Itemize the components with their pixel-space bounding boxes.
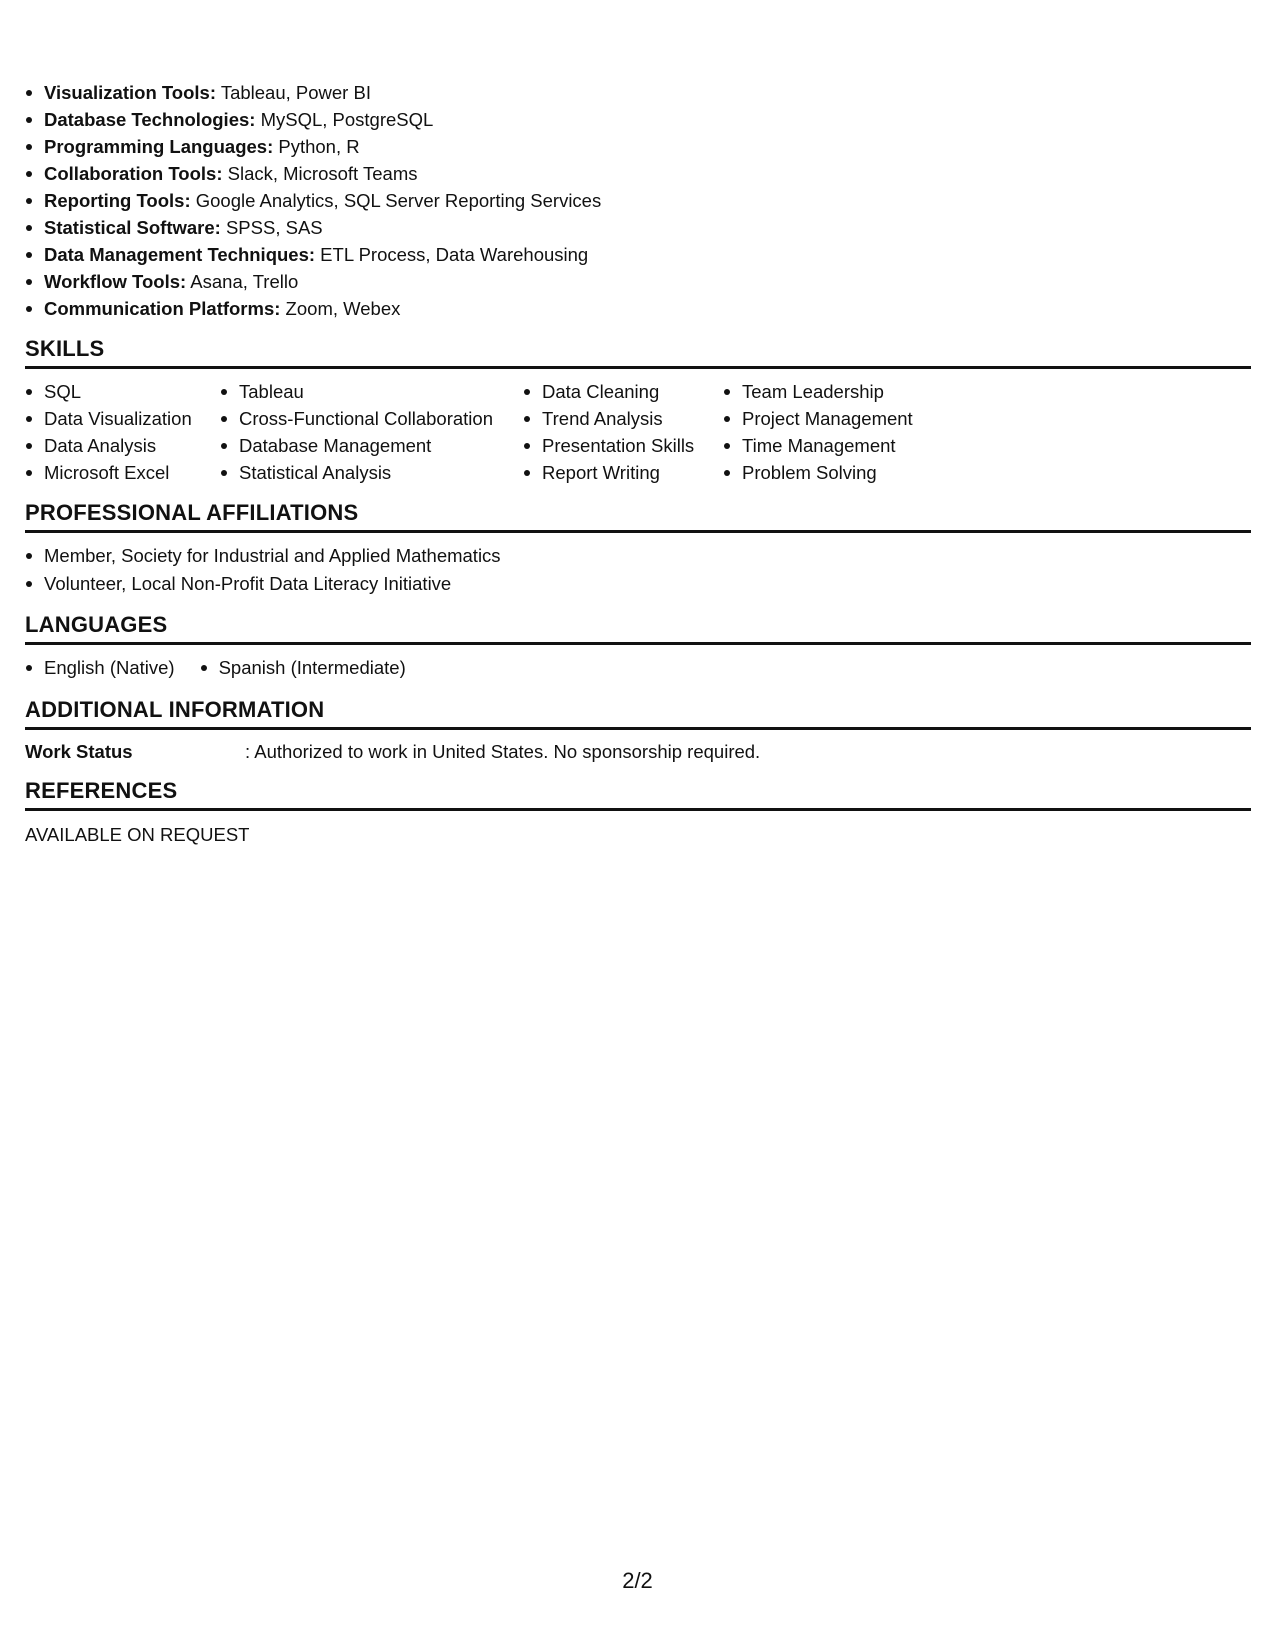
skill-item: Team Leadership	[723, 378, 943, 405]
list-item	[25, 133, 601, 160]
references-heading: REFERENCES	[25, 778, 1251, 811]
tool-values: ETL Process, Data Warehousing	[315, 244, 589, 265]
tool-category: Statistical Software:	[44, 217, 221, 238]
list-item	[25, 106, 601, 133]
work-status-value: : Authorized to work in United States. No sponsorship required.	[245, 741, 761, 762]
skill-item: Tableau	[220, 378, 523, 405]
list-item	[25, 214, 601, 241]
tool-values: SPSS, SAS	[220, 217, 323, 238]
skills-column	[723, 378, 943, 486]
tool-category: Programming Languages:	[44, 136, 274, 157]
page-number: 2/2	[622, 1568, 653, 1593]
skill-item: Problem Solving	[723, 459, 943, 486]
skill-item: Cross-Functional Collaboration	[220, 405, 523, 432]
additional-info-heading: ADDITIONAL INFORMATION	[25, 697, 1251, 730]
affiliation-item: Volunteer, Local Non-Profit Data Literacy Initiative	[25, 570, 501, 598]
tool-values: Tableau, Power BI	[216, 82, 371, 103]
technical-tools-list	[25, 79, 601, 322]
skills-column	[523, 378, 723, 486]
tool-values: Zoom, Webex	[280, 298, 401, 319]
work-status-label: Work Status	[25, 741, 133, 762]
tool-values: Slack, Microsoft Teams	[222, 163, 418, 184]
affiliations-list	[25, 542, 501, 598]
affiliation-item: Member, Society for Industrial and Applied Mathematics	[25, 542, 501, 570]
list-item	[25, 79, 601, 106]
list-item	[25, 241, 601, 268]
skills-column	[25, 378, 220, 486]
skill-item: Database Management	[220, 432, 523, 459]
affiliations-heading: PROFESSIONAL AFFILIATIONS	[25, 500, 1251, 533]
skill-item: Project Management	[723, 405, 943, 432]
tool-values: MySQL, PostgreSQL	[255, 109, 434, 130]
language-item: English (Native)	[25, 654, 175, 681]
languages-heading: LANGUAGES	[25, 612, 1251, 645]
skill-item: Time Management	[723, 432, 943, 459]
tool-values: Asana, Trello	[186, 271, 299, 292]
skill-item: SQL	[25, 378, 220, 405]
skill-item: Data Analysis	[25, 432, 220, 459]
skills-grid	[25, 378, 943, 486]
list-item	[25, 187, 601, 214]
tool-category: Workflow Tools:	[44, 271, 187, 292]
language-item: Spanish (Intermediate)	[200, 654, 406, 681]
tool-category: Visualization Tools:	[44, 82, 217, 103]
skill-item: Data Visualization	[25, 405, 220, 432]
tool-category: Database Technologies:	[44, 109, 256, 130]
skill-item: Presentation Skills	[523, 432, 723, 459]
skill-item: Statistical Analysis	[220, 459, 523, 486]
tool-category: Data Management Techniques:	[44, 244, 316, 265]
list-item	[25, 160, 601, 187]
tool-category: Collaboration Tools:	[44, 163, 223, 184]
work-status-row	[25, 738, 760, 765]
skill-item: Report Writing	[523, 459, 723, 486]
skill-item: Trend Analysis	[523, 405, 723, 432]
references-text: AVAILABLE ON REQUEST	[25, 824, 250, 845]
tool-values: Python, R	[273, 136, 360, 157]
languages-list	[25, 654, 431, 681]
skill-item: Microsoft Excel	[25, 459, 220, 486]
list-item	[25, 268, 601, 295]
skills-heading: SKILLS	[25, 336, 1251, 369]
tool-category: Communication Platforms:	[44, 298, 281, 319]
list-item	[25, 295, 601, 322]
tool-category: Reporting Tools:	[44, 190, 191, 211]
skills-column	[220, 378, 523, 486]
tool-values: Google Analytics, SQL Server Reporting Services	[190, 190, 602, 211]
skill-item: Data Cleaning	[523, 378, 723, 405]
